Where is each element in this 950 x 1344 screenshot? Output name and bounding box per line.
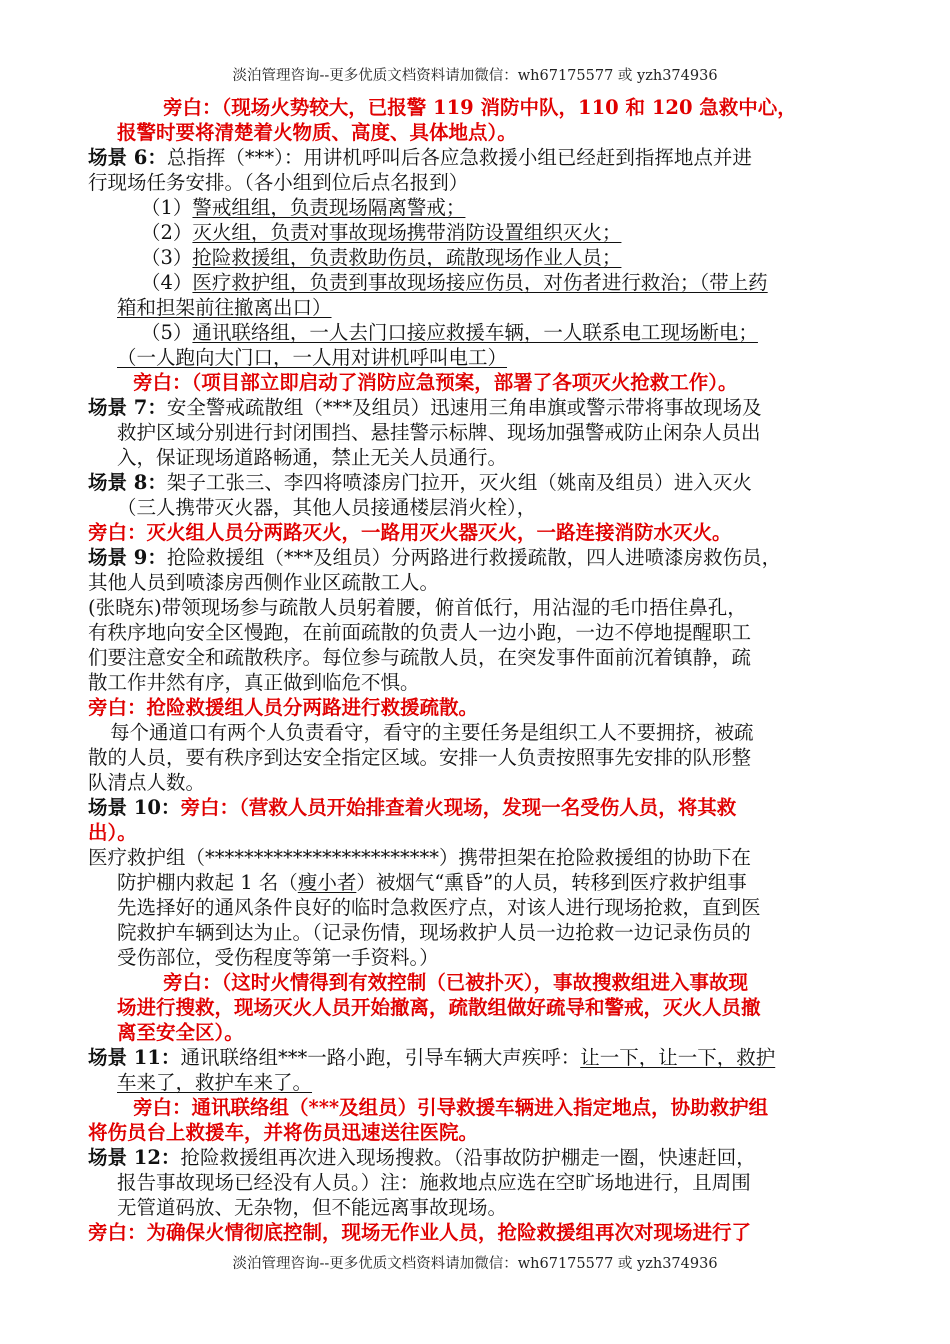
- scene-8-label: 场景 8：: [88, 471, 167, 494]
- item-text: 通讯联络组，一人去门口接应救援车辆，一人联系电工现场断电；: [192, 321, 758, 344]
- scene-6-label: 场景 6：: [88, 146, 167, 169]
- body-line: 医疗救护组（************************）携带担架在抢险救援组的协助下在: [88, 846, 752, 869]
- task-item-3: [141, 246, 741, 270]
- narration-line: 场进行搜救，现场灭火人员开始撤离，疏散组做好疏导和警戒，灭火人员撤: [117, 996, 761, 1019]
- narration-line: 旁白：（这时火情得到有效控制（已被扑灭），事故搜救组进入事故现: [163, 971, 749, 994]
- item-number: （2）: [141, 221, 193, 244]
- body-text: 抢险救援组（***及组员）分两路进行救援疏散，四人进喷漆房救伤员，: [166, 546, 782, 569]
- narration-line: 旁白：为确保火情彻底控制，现场无作业人员，抢险救援组再次对现场进行了: [88, 1221, 752, 1244]
- task-item-5: [141, 321, 861, 345]
- scene-9-line: [88, 546, 868, 570]
- body-line: 救护区域分别进行封闭围挡、悬挂警示标牌、现场加强警戒防止闲杂人员出: [117, 421, 761, 444]
- item-text: 医疗救护组，负责到事故现场接应伤员，对伤者进行救治；（带上药: [192, 271, 768, 294]
- task-item-5-cont: （一人跑向大门口，一人用对讲机呼叫电工）: [117, 346, 508, 369]
- body-text: 防护棚内救起 1 名（: [117, 871, 298, 894]
- item-text: 抢险救援组，负责救助伤员，疏散现场作业人员；: [192, 246, 622, 269]
- body-line: 行现场任务安排。（各小组到位后点名报到）: [88, 171, 469, 194]
- body-line: 先选择好的通风条件良好的临时急救医疗点，对该人进行现场抢救，直到医: [117, 896, 761, 919]
- body-text: ）被烟气“熏昏”的人员，转移到医疗救护组事: [356, 871, 747, 894]
- body-line: 有秩序地向安全区慢跑，在前面疏散的负责人一边小跑，一边不停地提醒职工: [88, 621, 752, 644]
- narration-line: 旁白：灭火组人员分两路灭火，一路用灭火器灭火，一路连接消防水灭火。: [88, 521, 732, 544]
- narration-line: 旁白：（项目部立即启动了消防应急预案，部署了各项灭火抢救工作）。: [133, 371, 738, 394]
- body-text-underlined: 让一下，让一下，救护: [580, 1046, 776, 1069]
- body-text: 安全警戒疏散组（***及组员）迅速用三角串旗或警示带将事故现场及: [166, 396, 762, 419]
- scene-10-line: [88, 796, 868, 820]
- scene-8-line: [88, 471, 868, 495]
- body-text-underlined: 瘦小者: [297, 871, 357, 894]
- scene-12-line: [88, 1146, 868, 1170]
- narration-line: 出）。: [88, 821, 137, 844]
- body-line: 们要注意安全和疏散秩序。每位参与疏散人员，在突发事件面前沉着镇静，疏: [88, 646, 752, 669]
- task-item-2: [141, 221, 741, 245]
- scene-9-label: 场景 9：: [88, 546, 167, 569]
- narration-line: 报警时要将清楚着火物质、高度、具体地点）。: [117, 121, 517, 144]
- body-line: 院救护车辆到达为止。（记录伤情，现场救护人员一边抢救一边记录伤员的: [117, 921, 751, 944]
- narration-line: 离至安全区）。: [117, 1021, 244, 1044]
- body-text: 架子工张三、李四将喷漆房门拉开，灭火组（姚南及组员）进入灭火: [166, 471, 752, 494]
- item-text: 灭火组，负责对事故现场携带消防设置组织灭火；: [192, 221, 622, 244]
- scene-12-label: 场景 12：: [88, 1146, 181, 1169]
- scene-11-label: 场景 11：: [88, 1046, 181, 1069]
- body-line: 散的人员，要有秩序到达安全指定区域。安排一人负责按照事先安排的队形整: [88, 746, 752, 769]
- narration-text: 旁白：（营救人员开始排查着火现场，发现一名受伤人员，将其救: [180, 796, 737, 819]
- scene-11-line: [88, 1046, 868, 1070]
- body-line: 无管道码放、无杂物，但不能远离事故现场。: [117, 1196, 508, 1219]
- item-number: （1）: [141, 196, 193, 219]
- scene-6-line: [88, 146, 868, 170]
- narration-line: 旁白：（现场火势较大，已报警 119 消防中队，110 和 120 急救中心，: [163, 96, 797, 119]
- item-number: （3）: [141, 246, 193, 269]
- body-line: (张晓东)带领现场参与疏散人员躬着腰，俯首低行，用沾湿的毛巾捂住鼻孔，: [88, 596, 747, 619]
- narration-line: 将伤员台上救援车，并将伤员迅速送往医院。: [88, 1121, 479, 1144]
- narration-line: 旁白：抢险救援组人员分两路进行救援疏散。: [88, 696, 479, 719]
- body-line: 散工作井然有序，真正做到临危不惧。: [88, 671, 420, 694]
- body-line: 入，保证现场道路畅通，禁止无关人员通行。: [117, 446, 508, 469]
- item-number: （5）: [141, 321, 193, 344]
- task-item-4-cont: 箱和担架前往撤离出口）: [117, 296, 332, 319]
- body-line: 受伤部位，受伤程度等第一手资料。）: [117, 946, 439, 969]
- page-header: 淡泊管理咨询--更多优质文档资料请加微信：wh67175577 或 yzh374936: [232, 68, 718, 84]
- body-text: 抢险救援组再次进入现场搜救。（沿事故防护棚走一圈，快速赶回，: [180, 1146, 756, 1169]
- body-line-underlined: 车来了，救护车来了。: [117, 1071, 313, 1094]
- scene-10-label: 场景 10：: [88, 796, 181, 819]
- task-item-1: [141, 196, 641, 220]
- task-item-4: [141, 271, 861, 295]
- body-text: 通讯联络组***一路小跑，引导车辆大声疾呼：: [180, 1046, 581, 1069]
- item-text: 警戒组组，负责现场隔离警戒；: [192, 196, 466, 219]
- body-text: 总指挥（***）：用讲机呼叫后各应急救援小组已经赶到指挥地点并进: [166, 146, 752, 169]
- scene-7-label: 场景 7：: [88, 396, 167, 419]
- page-footer: 淡泊管理咨询--更多优质文档资料请加微信：wh67175577 或 yzh374936: [232, 1256, 718, 1272]
- item-number: （4）: [141, 271, 193, 294]
- scene-7-line: [88, 396, 868, 420]
- body-line: 每个通道口有两个人负责看守，看守的主要任务是组织工人不要拥挤，被疏: [110, 721, 754, 744]
- body-line: 报告事故现场已经没有人员。）注：施救地点应选在空旷场地进行，且周围: [117, 1171, 751, 1194]
- narration-line: 旁白：通讯联络组（***及组员）引导救援车辆进入指定地点，协助救护组: [133, 1096, 769, 1119]
- body-line: 其他人员到喷漆房西侧作业区疏散工人。: [88, 571, 440, 594]
- body-line: 队清点人数。: [88, 771, 206, 794]
- body-line: [117, 871, 867, 895]
- body-line: （三人携带灭火器，其他人员接通楼层消火栓），: [117, 496, 537, 519]
